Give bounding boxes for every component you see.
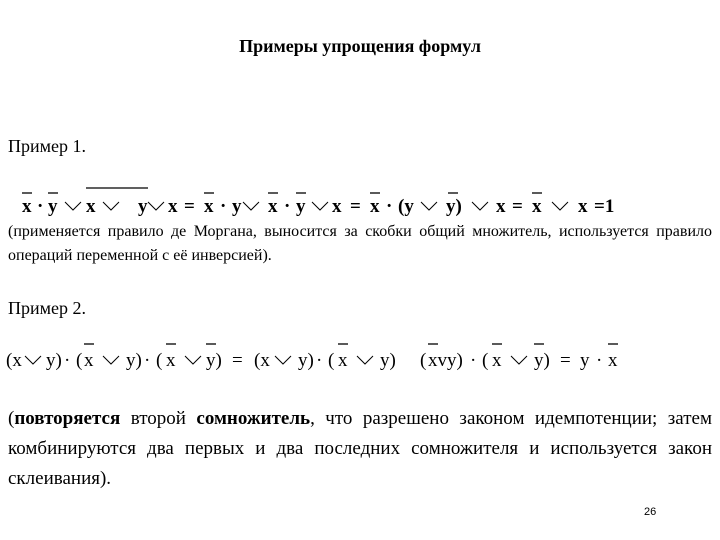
- svg-text:y): y): [206, 350, 222, 371]
- svg-text:(x: (x: [254, 350, 270, 371]
- svg-text:(: (: [328, 350, 335, 371]
- svg-text:x: x: [84, 350, 94, 371]
- svg-text:x: x: [492, 350, 502, 371]
- example-2-explanation: [8, 404, 712, 494]
- svg-text:=1: =1: [594, 196, 615, 217]
- svg-text:y): y): [446, 196, 462, 217]
- svg-text:x: x: [204, 196, 214, 217]
- svg-text:xvy): xvy): [428, 350, 463, 371]
- svg-text:x: x: [608, 350, 618, 371]
- svg-text:=: =: [560, 350, 571, 371]
- explanation-bold-repeats: повторяется: [14, 408, 121, 429]
- svg-text:x: x: [578, 196, 588, 217]
- svg-text:y: y: [138, 196, 148, 217]
- svg-text:x: x: [496, 196, 506, 217]
- svg-text:y: y: [580, 350, 590, 371]
- svg-text:x: x: [86, 196, 96, 217]
- svg-text:x: x: [338, 350, 348, 371]
- svg-text:·: ·: [386, 196, 393, 217]
- svg-text:·: ·: [470, 350, 477, 371]
- svg-text:·: ·: [64, 350, 71, 371]
- svg-text:x: x: [168, 196, 178, 217]
- svg-text:y: y: [296, 196, 306, 217]
- page-title: Примеры упрощения формул: [239, 36, 481, 56]
- explanation-open-paren: (: [8, 408, 15, 429]
- svg-text:x: x: [268, 196, 278, 217]
- svg-text:y: y: [232, 196, 242, 217]
- svg-text:=: =: [512, 196, 523, 217]
- svg-text:(: (: [156, 350, 163, 371]
- formula-1: [18, 180, 638, 220]
- svg-text:y): y): [380, 350, 396, 371]
- svg-text:x: x: [332, 196, 342, 217]
- svg-text:·: ·: [316, 350, 323, 371]
- example-2-heading: Пример 2.: [8, 298, 87, 318]
- explanation-rest: , что разрешено законом идемпотенции; затем комбинируются два первых и два последних сомножителя и используется закон склеивания).: [8, 408, 712, 489]
- svg-text:(: (: [76, 350, 83, 371]
- svg-text:·: ·: [144, 350, 151, 371]
- explanation-mid: второй: [120, 408, 197, 429]
- svg-text:=: =: [232, 350, 243, 371]
- svg-text:·: ·: [220, 196, 227, 217]
- svg-text:·: ·: [37, 196, 44, 217]
- svg-text:y): y): [534, 350, 550, 371]
- svg-text:(y: (y: [398, 196, 414, 217]
- svg-text:(: (: [482, 350, 489, 371]
- explanation-bold-factor: сомножитель: [196, 408, 311, 429]
- svg-text:y): y): [46, 350, 62, 371]
- svg-text:=: =: [184, 196, 195, 217]
- svg-text:(: (: [420, 350, 427, 371]
- svg-text:(x: (x: [6, 350, 22, 371]
- svg-text:x: x: [166, 350, 176, 371]
- svg-text:y): y): [298, 350, 314, 371]
- example-1-explanation: (применяется правило де Моргана, выносится за скобки общий множитель, используется правило операций переменной с её инверсией).: [8, 223, 712, 264]
- formula-2: [0, 336, 680, 376]
- svg-text:·: ·: [596, 350, 603, 371]
- svg-text:x: x: [370, 196, 380, 217]
- page-number: 26: [644, 506, 657, 518]
- svg-text:x: x: [22, 196, 32, 217]
- svg-text:y): y): [126, 350, 142, 371]
- svg-text:·: ·: [284, 196, 291, 217]
- svg-text:y: y: [48, 196, 58, 217]
- svg-text:=: =: [350, 196, 361, 217]
- svg-text:x: x: [532, 196, 542, 217]
- example-1-heading: Пример 1.: [8, 136, 87, 156]
